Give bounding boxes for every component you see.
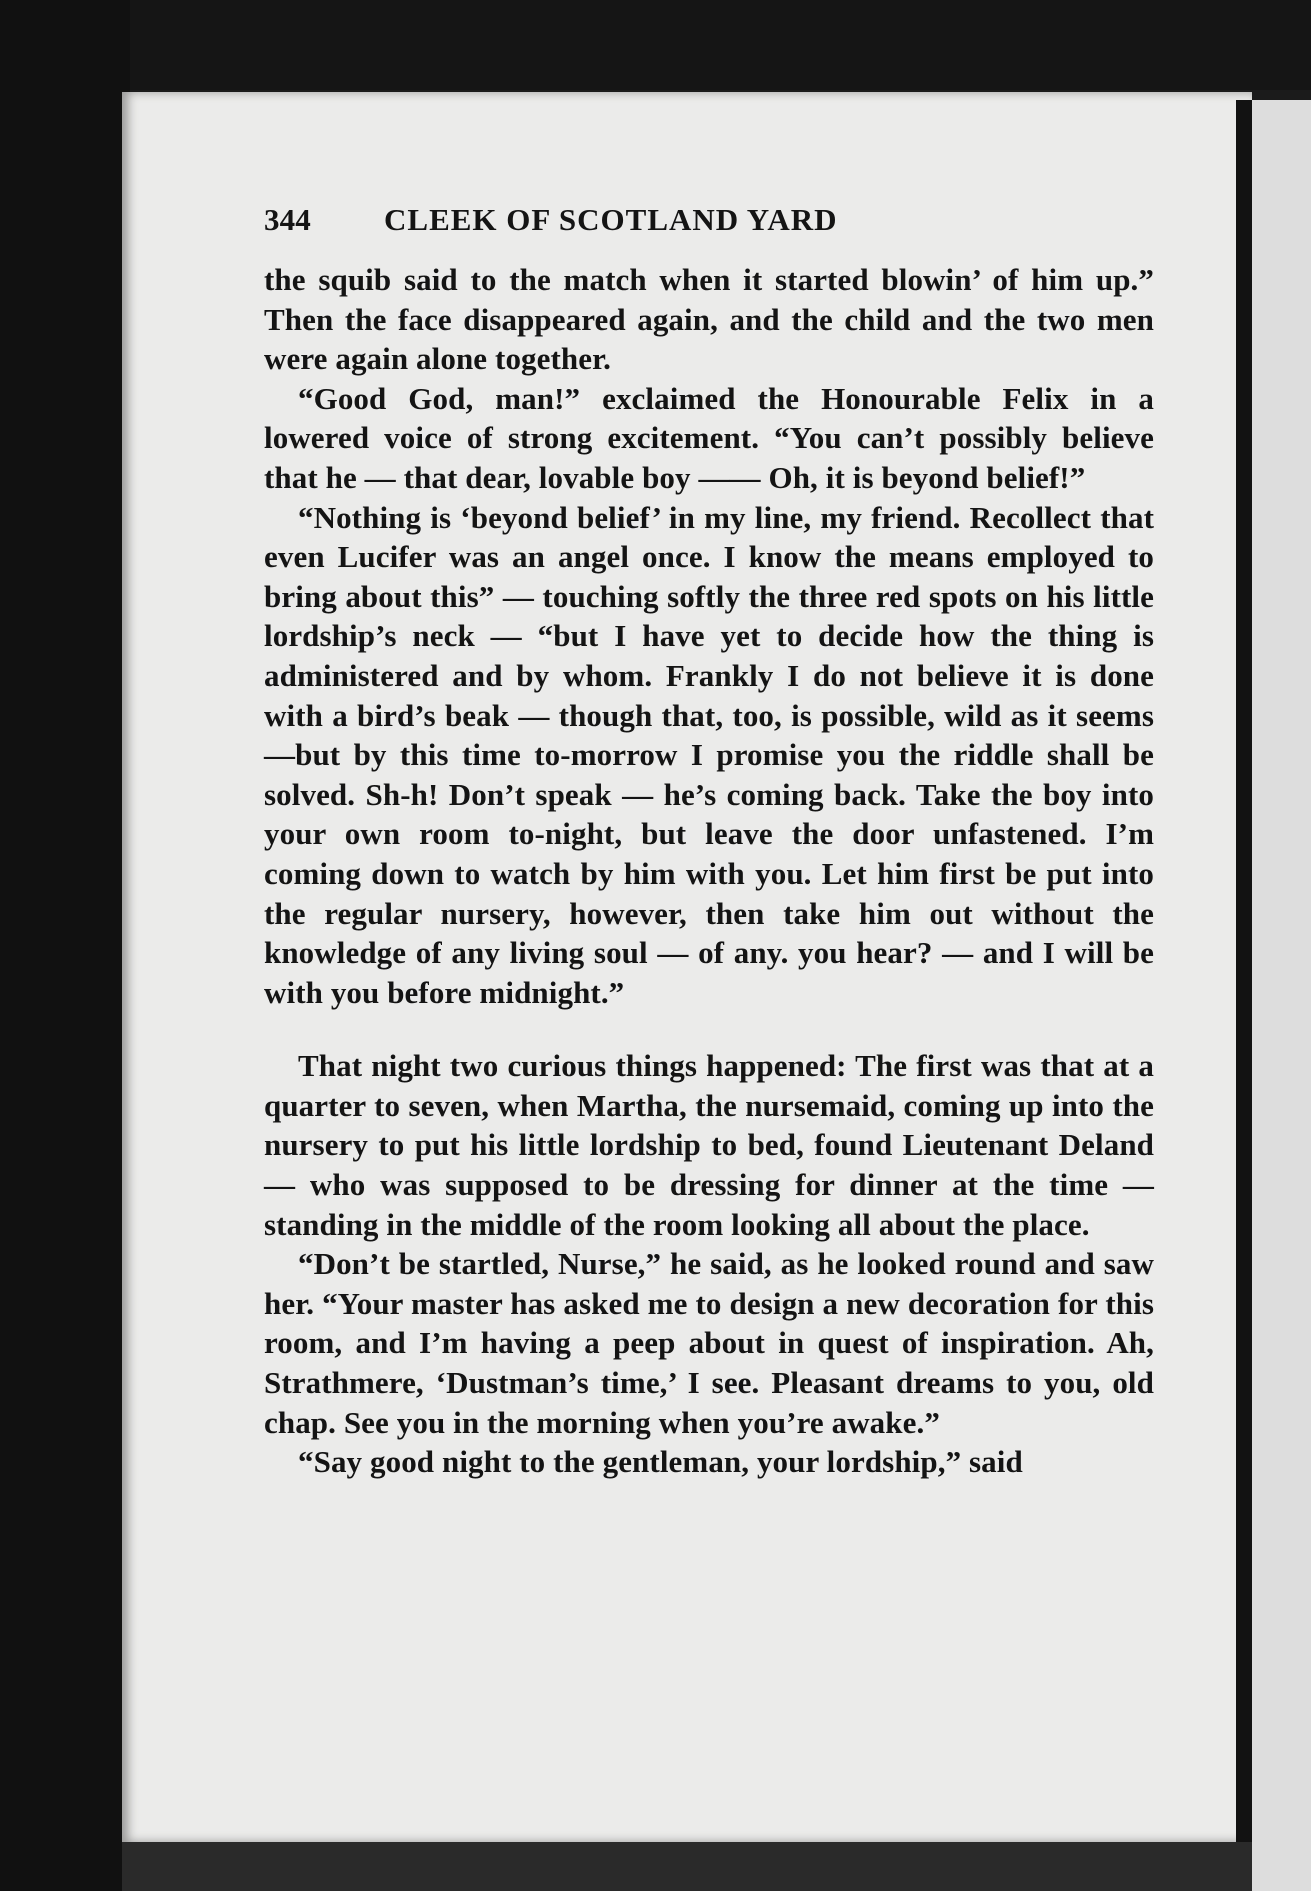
page-number: 344: [264, 202, 311, 237]
paragraph: the squib said to the match when it started blowin’ of him up.” Then the face disappeared again, and the child and the two men were again alone together.: [264, 262, 1154, 377]
paragraph: That night two curious things happened: The first was that at a quarter to seven, when Martha, the nursemaid, coming up into the nursery to put his little lordship to bed, found Lieutenant Deland — who was supposed to be dressing for dinner at the time — standing in the middle of the room looking all about the place.: [264, 1048, 1154, 1242]
page-text-block: [264, 200, 1154, 1482]
paragraph: “Don’t be startled, Nurse,” he said, as he looked round and saw her. “Your master has asked me to design a new decoration for this room, and I’m having a peep about in quest of inspiration. Ah, Strathmere, ‘Dustman’s time,’ I see. Pleasant dreams to you, old chap. See you in the morning when you’re awake.”: [264, 1246, 1154, 1440]
scan-top-shadow: [0, 0, 1311, 90]
next-page-sliver: [1252, 100, 1311, 1891]
scan-bottom-shadow: [122, 1842, 1252, 1891]
paragraph: “Nothing is ‘beyond belief’ in my line, my friend. Recollect that even Lucifer was an angel once. I know the means employed to bring about this” — touching softly the three red spots on his little lordship’s neck — “but I have yet to decide how the thing is administered and by whom. Frankly I do not believe it is done with a bird’s beak — though that, too, is possible, wild as it seems —but by this time to-morrow I promise you the riddle shall be solved. Sh-h! Don’t speak — he’s coming back. Take the boy into your own room to-night, but leave the door unfastened. I’m coming down to watch by him with you. Let him first be put into the regular nursery, however, then take him out without the knowledge of any living soul — of any. you hear? — and I will be with you before midnight.”: [264, 499, 1154, 1010]
running-head: CLEEK OF SCOTLAND YARD: [384, 202, 838, 237]
section-break: [264, 1012, 1154, 1046]
paragraph: “Good God, man!” exclaimed the Honourable Felix in a lowered voice of strong excitement. “You can’t possibly believe that he — that dear, lovable boy —— Oh, it is beyond belief!”: [264, 380, 1154, 495]
page-header: [264, 200, 1154, 260]
paragraph: “Say good night to the gentleman, your lordship,” said: [298, 1444, 1023, 1480]
page-gutter-edge: [1236, 100, 1252, 1891]
book-binding-shadow: [0, 0, 130, 1891]
